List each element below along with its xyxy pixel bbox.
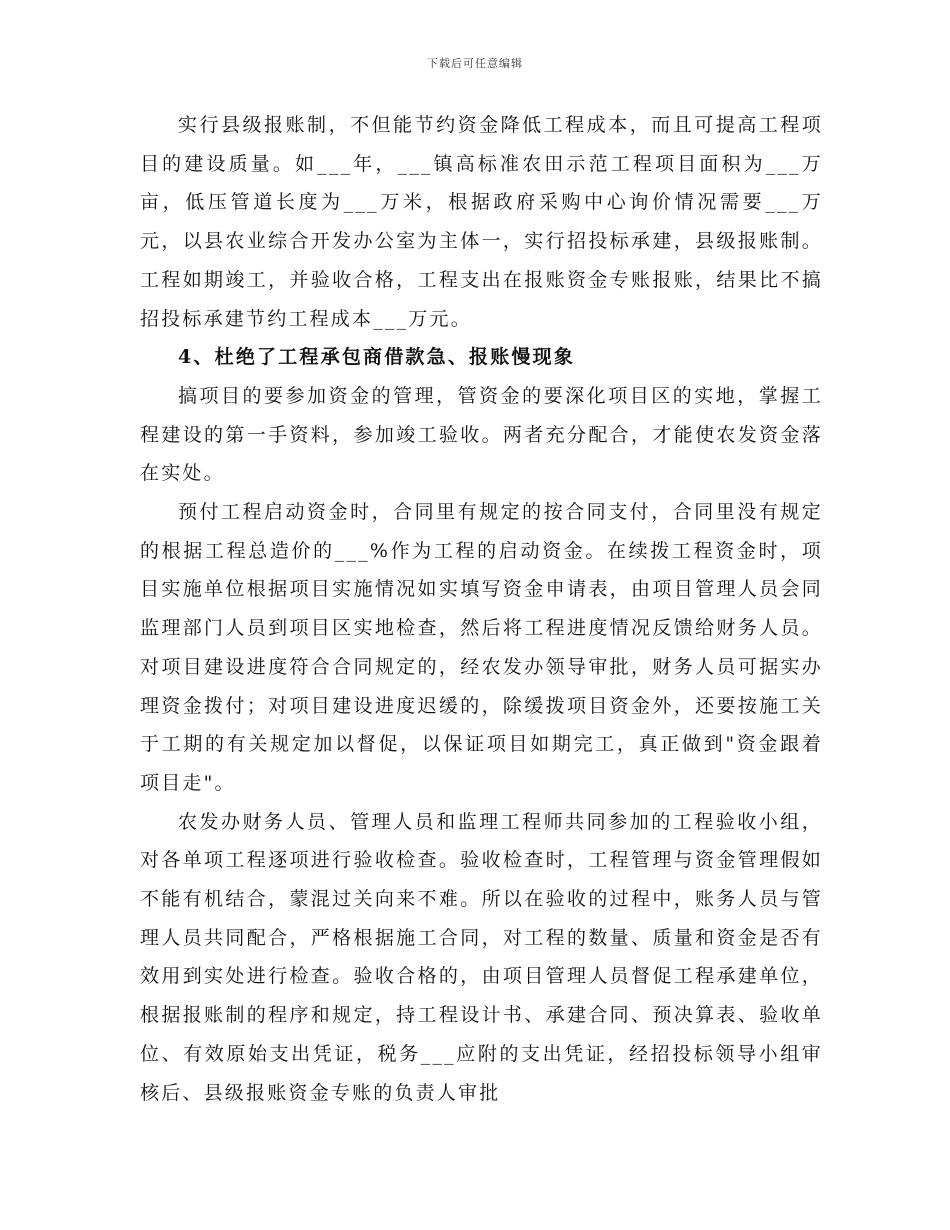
paragraph-4: 农发办财务人员、管理人员和监理工程师共同参加的工程验收小组，对各单项工程逐项进行验收检查。验收检查时，工程管理与资金管理假如不能有机结合，蒙混过关向来不难。所以在验收的过程中，账务人员与管理人员共同配合，严格根据施工合同，对工程的数量、质量和资金是否有效用到实处进行检查。验收合格的，由项目管理人员督促工程承建单位，根据报账制的程序和规定，持工程设计书、承建合同、预决算表、验收单位、有效原始支出凭证，税务___应附的支出凭证，经招投标领导小组审核后、县级报账资金专账的负责人审批 <box>140 810 823 1104</box>
paragraph-3: 预付工程启动资金时，合同里有规定的按合同支付，合同里没有规定的根据工程总造价的___%作为工程的启动资金。在续拨工程资金时，项目实施单位根据项目实施情况如实填写资金申请表，由项目管理人员会同监理部门人员到项目区实地检查，然后将工程进度情况反馈给财务人员。对项目建设进度符合合同规定的，经农发办领导审批，财务人员可据实办理资金拨付；对项目建设进度迟缓的，除缓拨项目资金外，还要按施工关于工期的有关规定加以督促，以保证项目如期完工，真正做到"资金跟着项目走"。 <box>140 501 823 794</box>
document-body <box>140 106 823 1112</box>
section-heading-4: 4、杜绝了工程承包商借款急、报账慢现象 <box>178 346 576 369</box>
paragraph-1: 实行县级报账制，不但能节约资金降低工程成本，而且可提高工程项目的建设质量。如___年，___镇高标准农田示范工程项目面积为___万亩，低压管道长度为___万米，根据政府采购中心询价情况需要___万元，以县农业综合开发办公室为主体一，实行招投标承建，县级报账制。工程如期竣工，并验收合格，工程支出在报账资金专账报账，结果比不搞招投标承建节约工程成本___万元。 <box>140 114 823 330</box>
paragraph-2: 搞项目的要参加资金的管理，管资金的要深化项目区的实地，掌握工程建设的第一手资料，参加竣工验收。两者充分配合，才能使农发资金落在实处。 <box>140 384 823 485</box>
header-note: 下载后可任意编辑 <box>427 57 523 70</box>
